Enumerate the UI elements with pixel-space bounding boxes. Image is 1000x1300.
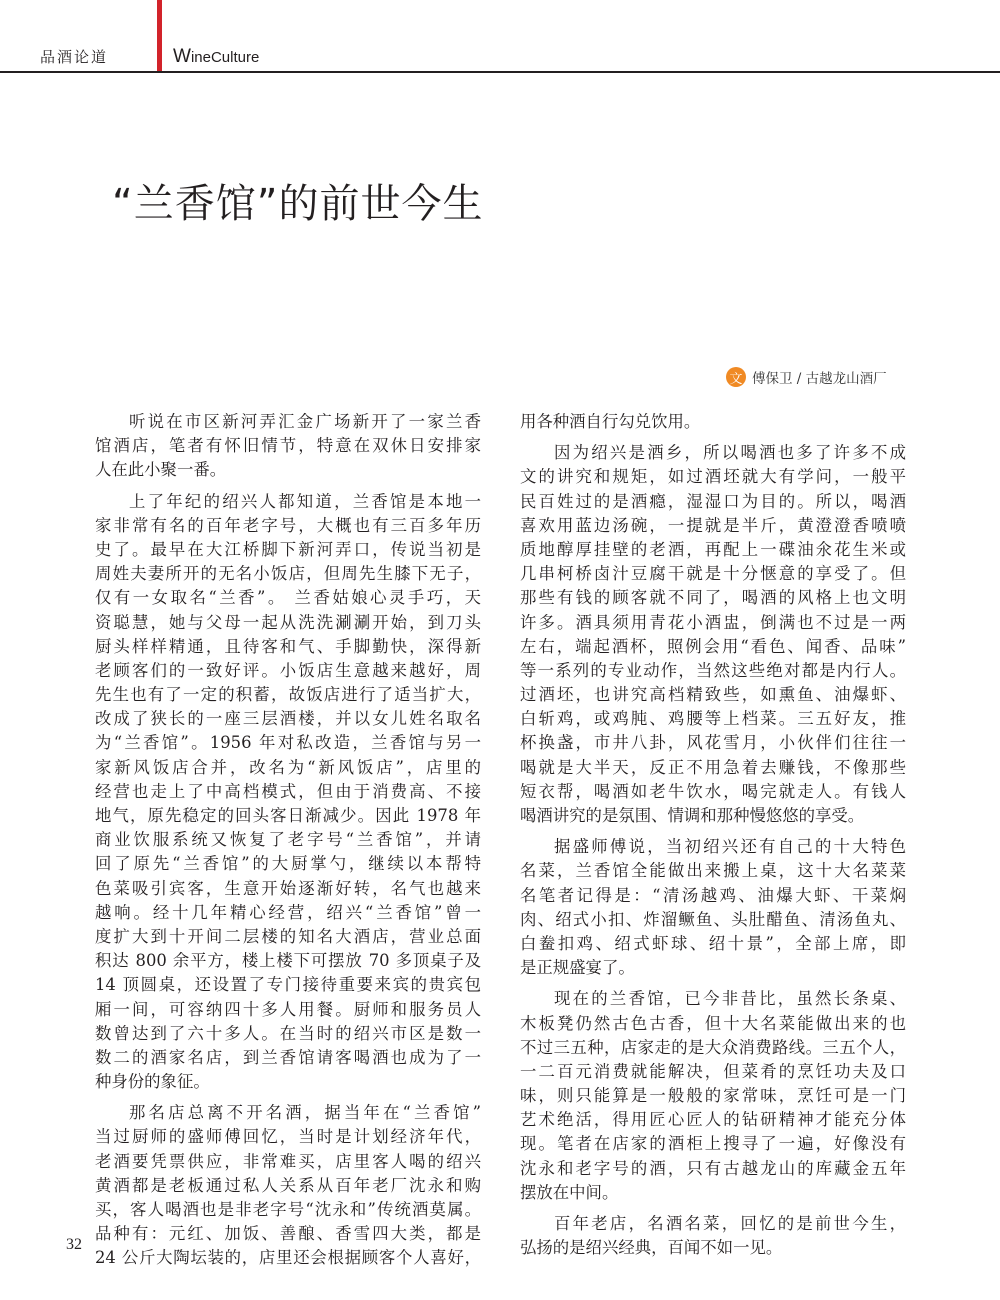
article-line: 沈永和老字号的酒，只有古越龙山的库藏金五年 xyxy=(520,1158,906,1178)
article-line: 肉、绍式小扣、炸溜鳜鱼、头肚醋鱼、清汤鱼丸、 xyxy=(520,909,906,929)
article-paragraph xyxy=(95,490,481,1095)
article-line: 那名店总离不开名酒，据当年在“兰香馆” xyxy=(129,1103,481,1123)
article-line: 喜欢用蓝边汤碗，一提就是半斤，黄澄澄香喷喷 xyxy=(520,515,906,535)
article-line: 馆酒店，笔者有怀旧情节，特意在双休日安排家 xyxy=(95,436,481,456)
article-line: 听说在市区新河弄汇金广场新开了一家兰香 xyxy=(129,412,481,431)
article-line: 种身份的象征。 xyxy=(95,1072,210,1092)
article-paragraph xyxy=(520,410,906,434)
article-line: 仅有一女取名“兰香”。 兰香姑娘心灵手巧，天 xyxy=(95,588,481,608)
article-paragraph xyxy=(95,1101,481,1270)
article-line: 为“兰香馆”。1956 年对私改造，兰香馆与另一 xyxy=(95,733,481,753)
article-line: 资聪慧，她与父母一起从洗洗涮涮开始，到刀头 xyxy=(95,612,481,632)
article-line: 一二百元消费就能解决，但菜肴的烹饪功夫及口 xyxy=(520,1061,906,1081)
article-line: 许多。酒具须用青花小酒盅，倒满也不过是一两 xyxy=(520,612,906,632)
article-line: 名菜，兰香馆全能做出来搬上桌，这十大名菜菜 xyxy=(520,861,906,881)
article-paragraph xyxy=(95,410,481,483)
article-line: 老酒要凭票供应，非常难买，店里客人喝的绍兴 xyxy=(95,1151,481,1171)
article-line: 不过三五种，店家走的是大众消费路线。三五个人， xyxy=(520,1037,906,1057)
article-line: 白鲞扣鸡、绍式虾球、绍十景”，全部上席，即 xyxy=(520,933,906,953)
article-line: 质地醇厚挂壁的老酒，再配上一碟油氽花生米或 xyxy=(520,539,906,559)
byline xyxy=(726,367,887,387)
article-line: 当过厨师的盛师傅回忆，当时是计划经济年代， xyxy=(95,1127,481,1147)
article-line: 名笔者记得是：“清汤越鸡、油爆大虾、干菜焖 xyxy=(520,885,906,905)
article-paragraph xyxy=(520,987,906,1205)
article-line: 黄酒都是老板通过私人关系从百年老厂沈永和购 xyxy=(95,1175,481,1195)
article-line: 过酒坯，也讲究高档精致些，如熏鱼、油爆虾、 xyxy=(520,685,906,705)
article-line: 民百姓过的是酒瘾，湿湿口为目的。所以，喝酒 xyxy=(520,491,906,511)
article-line: 杯换盏，市井八卦，风花雪月，小伙伴们往往一 xyxy=(520,733,906,753)
article-column-left xyxy=(95,410,481,1278)
article-line: 度扩大到十开间二层楼的知名大酒店，营业总面 xyxy=(95,926,481,946)
article-line: 回了原先“兰香馆”的大厨掌勺，继续以本帮特 xyxy=(95,854,481,874)
article-line: 色菜吸引宾客，生意开始逐渐好转，名气也越来 xyxy=(95,878,481,898)
header-accent-bar xyxy=(157,0,162,72)
section-title-en-initial: W xyxy=(173,46,191,67)
article-line: 用各种酒自行勾兑饮用。 xyxy=(520,412,701,431)
article-line: 家新风饭店合并，改名为“新风饭店”，店里的 xyxy=(95,757,481,777)
article-line: 据盛师傅说，当初绍兴还有自己的十大特色 xyxy=(554,837,906,857)
article-line: 先生也有了一定的积蓄，故饭店进行了适当扩大， xyxy=(95,685,481,705)
article-line: 那些有钱的顾客就不同了，喝酒的风格上也文明 xyxy=(520,588,906,608)
article-line: 数曾达到了六十多人。在当时的绍兴市区是数一 xyxy=(95,1023,481,1043)
article-line: 现在的兰香馆，已今非昔比，虽然长条桌、 xyxy=(554,989,906,1009)
article-line: 喝就是大半天，反正不用急着去赚钱，不像那些 xyxy=(520,757,906,777)
article-line: 24 公斤大陶坛装的，店里还会根据顾客个人喜好， xyxy=(95,1248,481,1268)
article-line: 弘扬的是绍兴经典，百闻不如一见。 xyxy=(520,1238,783,1258)
article-paragraph xyxy=(520,835,906,980)
article-line: 厢一间，可容纳四十多人用餐。厨师和服务员人 xyxy=(95,999,481,1019)
article-line: 白斩鸡，或鸡肫、鸡腰等上档菜。三五好友，推 xyxy=(520,709,906,729)
article-line: 数二的酒家名店，到兰香馆请客喝酒也成为了一 xyxy=(95,1047,481,1067)
article-line: 现。笔者在店家的酒柜上搜寻了一遍，好像没有 xyxy=(520,1134,906,1154)
article-line: 商业饮服系统又恢复了老字号“兰香馆”，并请 xyxy=(95,830,481,850)
header-divider xyxy=(0,71,1000,73)
section-title-cn: 品酒论道 xyxy=(40,48,109,66)
article-line: 摆放在中间。 xyxy=(520,1182,619,1202)
section-title-en-rest: ineCulture xyxy=(190,49,260,66)
article-line: 喝酒讲究的是氛围、情调和那种慢悠悠的享受。 xyxy=(520,806,865,825)
article-line: 几串柯桥卤汁豆腐干就是十分惬意的享受了。但 xyxy=(520,564,906,584)
article-line: 人在此小聚一番。 xyxy=(95,460,227,480)
section-title-en xyxy=(173,46,259,68)
article-line: 左右，端起酒杯，照例会用“看色、闻香、品味” xyxy=(520,636,906,656)
article-line: 史了。最早在大江桥脚下新河弄口，传说当初是 xyxy=(95,539,481,559)
article-line: 百年老店，名酒名菜，回忆的是前世今生， xyxy=(554,1214,906,1233)
article-line: 买，客人喝酒也是非老字号“沈永和”传统酒莫属。 xyxy=(95,1200,481,1219)
article-line: 木板凳仍然古色古香，但十大名菜能做出来的也 xyxy=(520,1013,906,1033)
article-line: 短衣帮，喝酒如老牛饮水，喝完就走人。有钱人 xyxy=(520,781,906,801)
article-line: 地气，原先稳定的回头客日渐减少。因此 1978 年 xyxy=(95,806,481,825)
article-line: 是正规盛宴了。 xyxy=(520,958,635,978)
article-line: 越响。经十几年精心经营，绍兴“兰香馆”曾一 xyxy=(95,902,481,922)
article-paragraph xyxy=(520,1212,906,1260)
article-line: 周姓夫妻所开的无名小饭店，但周先生膝下无子， xyxy=(95,564,481,584)
article-line: 艺术绝活，得用匠心匠人的钻研精神才能充分体 xyxy=(520,1110,906,1130)
article-line: 改成了狭长的一座三层酒楼，并以女儿姓名取名 xyxy=(95,709,481,729)
article-line: 老顾客们的一致好评。小饭店生意越来越好，周 xyxy=(95,660,481,680)
byline-badge-icon: 文 xyxy=(726,367,746,387)
article-line: 经营也走上了中高档模式，但由于消费高、不接 xyxy=(95,781,481,801)
article-title: “兰香馆”的前世今生 xyxy=(112,181,484,227)
article-line: 文的讲究和规矩，如过酒坯就大有学问，一般平 xyxy=(520,467,906,487)
page-number: 32 xyxy=(66,1236,82,1253)
article-line: 积达 800 余平方，楼上楼下可摆放 70 多顶桌子及 xyxy=(95,951,481,971)
article-line: 家非常有名的百年老字号，大概也有三百多年历 xyxy=(95,515,481,535)
article-paragraph xyxy=(520,441,906,828)
article-column-right xyxy=(520,410,906,1267)
article-line: 味，则只能算是一般般的家常味，烹饪可是一门 xyxy=(520,1086,906,1106)
article-line: 14 顶圆桌，还设置了专门接待重要来宾的贵宾包 xyxy=(95,975,481,995)
article-line: 品种有：元红、加饭、善酿、香雪四大类，都是 xyxy=(95,1224,481,1244)
byline-author: 傅保卫 / 古越龙山酒厂 xyxy=(752,371,887,387)
article-line: 上了年纪的绍兴人都知道，兰香馆是本地一 xyxy=(129,491,481,511)
article-line: 等一系列的专业动作，当然这些绝对都是内行人。 xyxy=(520,660,906,680)
article-line: 厨头样样精通，且待客和气、手脚勤快，深得新 xyxy=(95,636,481,656)
article-line: 因为绍兴是酒乡，所以喝酒也多了许多不成 xyxy=(554,443,906,463)
